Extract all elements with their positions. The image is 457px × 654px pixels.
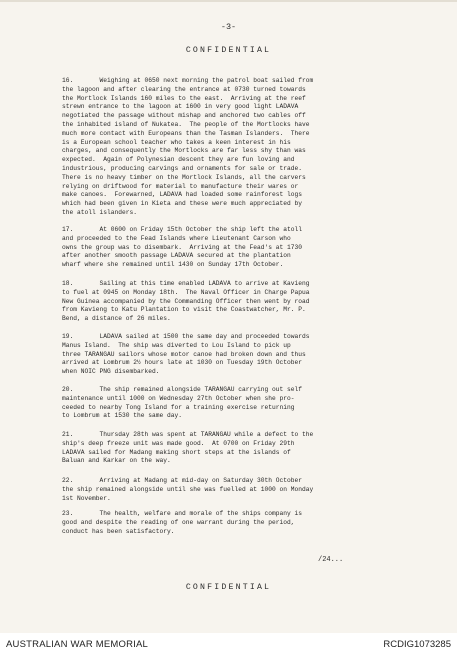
paragraph-18: 18. Sailing at this time enabled LADAVA to arrive at Kavieng to fuel at 0945 on Monday 18th. The Naval Officer in Charge Papua New Guinea accompanied by the Commanding Officer then went by road from Kavieng to Katu Plantation to visit the Coastwatcher, Mr. P. Bend, a distance of 26 miles. xyxy=(62,280,310,323)
paragraph-23: 23. The health, welfare and morale of the ships company is good and despite the reading of one warrant during the period, conduct has been satisfactory. xyxy=(62,510,303,535)
paragraph-22: 22. Arriving at Madang at mid-day on Saturday 30th October the ship remained alongside until she was fuelled at 1000 on Monday 1st November. xyxy=(62,477,314,502)
paragraph-16: 16. Weighing at 0650 next morning the patrol boat sailed from the lagoon and after clearing the entrance at 0730 turned towards the Mortlock Islands 160 miles to the east. Arriving at the reef strewn entrance to the lagoon at 1600 in very good light LADAVA negotiated the passage without mishap and anchored two cables off the inhabited island of Nukatea. The people of the Mortlocks have much more contact with Europeans than the Tasman Islanders. There is a European school teacher who takes a keen interest in his charges, and consequently the Mortlocks are far less shy than was expected. Again of Polynesian descent they are fun loving and industrious, producing carvings and ornaments for sale or trade. There is no heavy timber on the Mortlock Islands, all the carvers relying on driftwood for material to manufacture their wares or make canoes. Forewarned, LADAVA had loaded some rainforest logs which had been given in Kieta and these were much appreciated by the atoll islanders. xyxy=(62,77,314,216)
continuation-marker: /24... xyxy=(318,556,344,564)
archive-credit: AUSTRALIAN WAR MEMORIAL xyxy=(6,639,149,650)
paragraph-20: 20. The ship remained alongside TARANGAU carrying out self maintenance until 1000 on Wednesday 27th October when she pro- ceeded to nearby Tong Island for a training exercise returning to Lombrum at 1530 the same day. xyxy=(62,386,303,420)
paragraph-19: 19. LADAVA sailed at 1500 the same day and proceeded towards Manus Island. The ship was diverted to Lou Island to pick up three TARANGAU sailors whose motor canoe had broken down and thus arrived at Lombrum 2½ hours late at 1030 on Tuesday 19th October when NOIC PNG disembarked. xyxy=(62,333,310,376)
page-top-edge xyxy=(0,0,457,2)
classification-header: CONFIDENTIAL xyxy=(185,46,272,55)
classification-footer: CONFIDENTIAL xyxy=(185,583,272,592)
paragraph-21: 21. Thursday 28th was spent at TARANGAU while a defect to the ship's deep freeze unit was made good. At 0700 on Friday 29th LADAVA sailed for Madang making short steps at the islands of Baluan and Karkar on the way. xyxy=(62,431,314,465)
record-id: RCDIG1073285 xyxy=(383,639,451,650)
page-number: -3- xyxy=(220,22,237,32)
paragraph-17: 17. At 0600 on Friday 15th October the ship left the atoll and proceeded to the Fead Islands where Lieutenant Carson who owns the group was to disembark. Arriving at the Fead's at 1730 after another smooth passage LADAVA secured at the plantation wharf where she remained until 1430 on Sunday 17th October. xyxy=(62,226,303,269)
